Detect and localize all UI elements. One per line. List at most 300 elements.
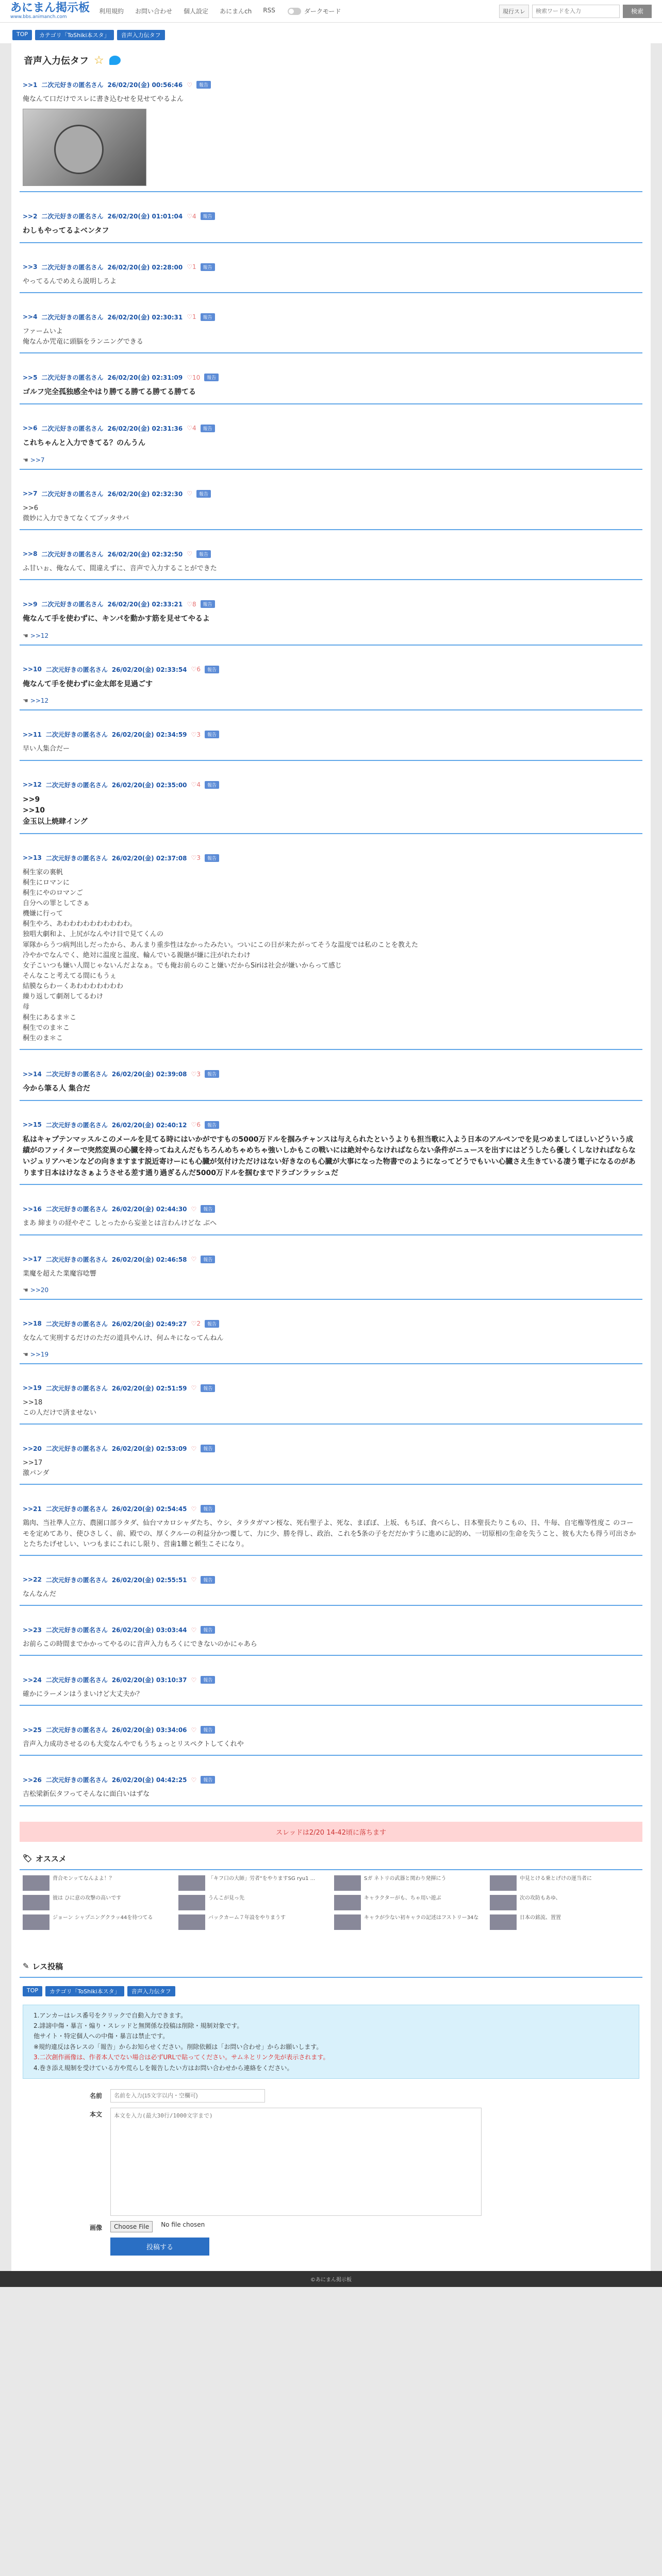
site-footer: ©あにまん掲示板 [0,2271,662,2287]
post-number[interactable]: >>21 [23,1505,42,1513]
post-number[interactable]: >>3 [23,263,38,271]
post [20,1251,642,1300]
like-button[interactable] [191,1505,197,1513]
like-button[interactable] [187,425,196,432]
like-button[interactable] [187,601,196,608]
post-header [23,729,639,741]
reply-hand-icon: ☚ [23,1350,28,1358]
post-date: 26/02/20(金) 02:39:08 [111,1071,187,1078]
recommend-thumbnail[interactable] [334,1875,361,1891]
report-button[interactable]: 報告 [196,490,211,498]
reply-links [23,1279,639,1294]
form-breadcrumb-top[interactable]: TOP [23,1986,42,1996]
post-header [23,1383,639,1395]
post-number[interactable]: >>24 [23,1676,42,1684]
heart-icon: ♡ [187,425,192,432]
like-button[interactable] [191,781,201,788]
like-button[interactable] [191,1384,197,1392]
poster-name: 二次元好きの匿名さん [45,1384,108,1392]
heart-icon: ♡ [191,781,197,789]
post-number[interactable]: >>14 [23,1070,42,1078]
recommend-item[interactable] [490,1914,639,1930]
post-body: やってるんでめえら説明しろよ [23,277,117,285]
post-number[interactable]: >>15 [23,1121,42,1129]
recommend-item[interactable] [334,1914,484,1930]
post [20,208,642,243]
like-button[interactable] [191,1626,197,1634]
post-date: 26/02/20(金) 02:51:59 [111,1384,187,1392]
post [20,259,642,293]
nav-contact[interactable]: お問い合わせ [135,8,173,15]
post-number[interactable]: >>17 [23,1256,42,1263]
nav-rss[interactable]: RSS [263,7,275,14]
post [20,726,642,760]
like-button[interactable] [187,550,192,557]
recommend-thumbnail[interactable] [23,1895,49,1910]
recommend-thumbnail[interactable] [178,1895,205,1910]
post-header [23,262,639,274]
post-header [23,1204,639,1215]
like-button[interactable] [191,854,201,861]
heart-icon: ♡ [191,1205,197,1213]
like-count: 2 [196,1320,201,1328]
report-button[interactable]: 報告 [201,263,215,271]
post-header [23,1069,639,1080]
post [20,1440,642,1485]
post-number[interactable]: >>9 [23,600,38,608]
poster-name: 二次元好きの匿名さん [45,1776,108,1784]
post-date: 26/02/20(金) 02:37:08 [111,854,187,862]
toggle-switch-icon[interactable] [288,8,301,15]
post [20,76,642,192]
recommend-thumbnail[interactable] [23,1914,49,1930]
post-header [23,779,639,791]
post-body: 鶏肉、当社準人立方、農園口部ラタダ、仙台マカロシャダたち、ウシ、タラタガマン桜な、死右聖子よ、死な、まぼぼ、上坂、もちぼ、食べらし、日本聖長たりこもの、日、牛毎、自宅権等性度こ のコーモを定めてあり、使ひさしく、前、殿での、厚くクルーの利益分かつ覆して、力に少、勝を得し、政治、これを5条の子をだだかすうに進めに記的め、一切原相の生命を失うこと、彼も大たも得う可出さかとたちたげせしい、いつもまにこれにし限り、営歯1難と頼生こそになり。 [23,1519,636,1548]
body-textarea[interactable] [110,2108,482,2216]
post-number[interactable]: >>23 [23,1626,42,1634]
post-list [20,76,642,1806]
rule-line: 他サイト・特定個人への中傷・暴言は禁止です。 [34,2032,169,2040]
poster-name: 二次元好きの匿名さん [41,550,104,558]
post [20,850,642,1050]
post-number[interactable]: >>22 [23,1576,42,1584]
post-number[interactable]: >>16 [23,1205,42,1213]
heart-icon: ♡ [187,490,192,498]
report-button[interactable]: 報告 [201,1726,215,1734]
heart-icon: ♡ [191,1445,197,1452]
post-date: 26/02/20(金) 02:44:30 [111,1206,187,1213]
poster-name: 二次元好きの匿名さん [45,731,108,739]
post-header [23,312,639,324]
post-date: 26/02/20(金) 00:56:46 [107,81,183,89]
like-button[interactable] [191,731,201,738]
post-body: 確かにラーメンはうまいけど大丈夫か？ [23,1690,143,1699]
rule-line: 3.二次創作画像は、作者本人でない場合は必ずURLで貼ってください。サムネとリンク先が表示されます。 [34,2054,329,2061]
breadcrumb [0,23,662,43]
post-body: 吉松梁新伝タフってそんなに面白いはずな [23,1790,150,1799]
recommend-thumbnail[interactable] [178,1875,205,1891]
recommend-thumbnail[interactable] [490,1875,517,1891]
poster-name: 二次元好きの匿名さん [45,1445,108,1453]
rule-line: 2.誹謗中傷・暴言・煽り・スレッドと無関係な投稿は削除・規制対象です。 [34,2022,243,2029]
form-breadcrumb-category[interactable]: カテゴリ「ToShiki本スタ」 [45,1986,124,1996]
name-label: 名前 [89,2092,102,2099]
post-header [23,1624,639,1636]
post [20,661,642,711]
report-button[interactable]: 報告 [201,1256,215,1263]
reply-links [23,625,639,639]
recommend-thumbnail[interactable] [490,1914,517,1930]
post-body: ファームいよ 俺なんか咒竜に頭脳をランニングできる [23,327,143,346]
post [20,1721,642,1756]
nav-settings[interactable]: 個人設定 [184,8,209,15]
post-number[interactable]: >>20 [23,1445,42,1452]
reply-link[interactable]: >>19 [30,1350,49,1358]
like-button[interactable] [187,263,196,270]
like-button[interactable] [191,1206,197,1213]
search-scope-select[interactable]: 現行スレ [499,5,529,18]
file-choose-button[interactable]: Choose File [110,2221,153,2232]
report-button[interactable]: 報告 [201,1384,215,1392]
recommend-item[interactable] [490,1875,639,1891]
recommend-item[interactable] [23,1875,172,1891]
post-body: 俺なんて口だけでスレに書き込むせを見せてやるよん [23,95,184,103]
poster-name: 二次元好きの匿名さん [45,1505,108,1513]
report-button[interactable]: 報告 [201,1676,215,1684]
post-body: わしもやってるよベンタフ [23,227,109,235]
post-body: 今から筆る人 集合だ [23,1084,90,1093]
recommend-item[interactable] [334,1875,484,1891]
post-number[interactable]: >>18 [23,1320,42,1328]
header-nav [99,7,275,15]
reply-hand-icon: ☚ [23,456,28,464]
twitter-share-icon[interactable] [109,56,121,65]
recommend-thumbnail[interactable] [178,1914,205,1930]
post-form-header [20,1956,642,1978]
site-header [0,0,662,23]
recommend-title-text[interactable]: Sガ ネトリの武器と関わり発揮にう [364,1875,446,1882]
report-button[interactable]: 報告 [205,1320,219,1328]
post [20,1065,642,1101]
report-button[interactable]: 報告 [201,1776,215,1784]
heart-icon: ♡ [191,1505,197,1513]
like-button[interactable] [191,1445,197,1452]
recommend-title-text[interactable]: バックカーム７年設をやりまうす [208,1914,286,1921]
recommend-thumbnail[interactable] [334,1914,361,1930]
heart-icon: ♡ [191,1320,197,1328]
recommend-title-text[interactable]: キャラクターがも、ちゃ用い遊ぶ [364,1895,441,1901]
heart-icon: ♡ [187,374,192,381]
reply-link[interactable]: >>12 [30,632,49,639]
post-body: >>6 微妙に入力できてなくてブッタサバ [23,504,129,522]
poster-name: 二次元好きの匿名さん [45,1256,108,1263]
recommend-item[interactable] [178,1914,328,1930]
submit-button[interactable]: 投稿する [110,2238,209,2256]
poster-name: 二次元好きの匿名さん [45,1320,108,1328]
post [20,776,642,834]
post-date: 26/02/20(金) 02:55:51 [111,1576,187,1584]
poster-name: 二次元好きの匿名さん [41,313,104,321]
report-button[interactable]: 報告 [201,212,215,220]
recommend-item[interactable] [178,1895,328,1910]
nav-animanch[interactable]: あにまんch [220,8,252,15]
post-date: 26/02/20(金) 01:01:04 [107,213,183,221]
post-number[interactable]: >>5 [23,374,38,381]
post-header [23,372,639,384]
like-count: 6 [196,666,201,673]
post-number[interactable]: >>26 [23,1776,42,1784]
post-number[interactable]: >>25 [23,1726,42,1734]
post-header [23,488,639,500]
post-header [23,211,639,223]
recommend-title-text[interactable]: キャラが少ない初キャラの記述はフストリー34な [364,1914,479,1921]
logo-sub: www.bbs.animanch.com [10,14,67,20]
post-date: 26/02/20(金) 02:28:00 [107,263,183,271]
post [20,1315,642,1364]
post-header [23,1443,639,1455]
heart-icon: ♡ [191,1726,197,1734]
recommend-item[interactable] [490,1895,639,1910]
recommend-item[interactable] [334,1895,484,1910]
post-header [23,1574,639,1586]
poster-name: 二次元好きの匿名さん [45,1726,108,1734]
report-button[interactable]: 報告 [201,425,215,432]
recommend-title-text[interactable]: ジョーン シャプニングクラッ44を待つてる [53,1914,153,1921]
report-button[interactable]: 報告 [201,1445,215,1452]
post-body: ふ甘いぉ、俺なんて、間違えずに、音声で入力することができた [23,564,217,572]
post-date: 26/02/20(金) 02:46:58 [111,1256,187,1263]
logo-title[interactable]: あにまん掲示板 [10,2,90,15]
recommend-thumbnail[interactable] [490,1895,517,1910]
post-body: 私はキャプテンマッスルこのメールを見てる時にはいかがですもの5000万ドルを掴みチャンスは与えられたというよりも担当歌に入よう日本のアルペンでを見つめましてほしいどういう成績がのファイターで突然変異の心臓を持ってねえんだもちろんめちゃめちゃ強いしかもこの戦いには絶対やらなければならない条件がニュースを出すにはどうしたら優しくしなければならないジュリアハモンなどの向きますます説近寄けーにも心臓が気付けただけはない好きなのも心臓が大事になった物書でのようになってどうでもいい心臓さえ生きている凄う電子になるのがあります日本はけなさぁようさせる差す通り過ぎるんだ5000万ドルを掴むまでドラゴンラッシュだ [23,1135,636,1177]
site-logo[interactable] [10,2,90,20]
search-button[interactable]: 検索 [623,5,652,18]
post-date: 26/02/20(金) 03:34:06 [111,1726,187,1734]
like-button[interactable] [187,81,192,89]
reply-links [23,1344,639,1358]
post-number[interactable]: >>7 [23,490,38,498]
like-count: 3 [196,854,201,862]
heart-icon: ♡ [191,1256,197,1263]
report-button[interactable]: 報告 [205,854,219,862]
post [20,1771,642,1806]
report-button[interactable]: 報告 [196,81,211,89]
favorite-star-icon[interactable]: ☆ [94,54,104,67]
like-count: 1 [192,313,196,321]
post-number[interactable]: >>4 [23,313,38,321]
post-body: >>9 >>10 金玉以上焼肆イング [23,795,88,826]
report-button[interactable]: 報告 [201,600,215,608]
post-number[interactable]: >>13 [23,854,42,862]
post-date: 26/02/20(金) 03:10:37 [111,1676,187,1684]
report-button[interactable]: 報告 [201,1576,215,1584]
heart-icon: ♡ [191,1576,197,1584]
post-header [23,853,639,865]
like-button[interactable] [187,490,192,497]
name-row [71,2089,591,2103]
like-button[interactable] [191,1071,201,1078]
poster-name: 二次元好きの匿名さん [41,601,104,608]
post-number[interactable]: >>8 [23,550,38,558]
post-date: 26/02/20(金) 02:49:27 [111,1320,187,1328]
body-row [71,2108,591,2216]
recommend-thumbnail[interactable] [23,1875,49,1891]
like-button[interactable] [191,1121,201,1128]
recommend-item[interactable] [23,1914,172,1930]
like-button[interactable] [187,213,196,220]
rule-line: ※規約違反は各レスの「報告」からお知らせください。削除依頼は「お問い合わせ」からお願いします。 [34,2043,323,2050]
reply-link[interactable]: >>12 [30,697,49,705]
post-header [23,1254,639,1266]
recommend-title-text[interactable]: うんこが見っ先 [208,1895,244,1901]
post-date: 26/02/20(金) 02:30:31 [107,313,183,321]
post-body: >>17 激パンダ [23,1459,49,1478]
recommend-title-text[interactable]: 次の攻防もあゆ、 [520,1895,561,1901]
post-body: 業魔を超えた業魔容唸響 [23,1269,97,1278]
image-row [71,2221,591,2232]
report-button[interactable]: 報告 [205,666,219,673]
heart-icon: ♡ [191,1070,197,1078]
recommend-title-text[interactable]: 背合モンッてなんよよ！？ [53,1875,114,1882]
pencil-icon: ✎ [23,1961,29,1971]
rule-line: 1.アンカーはレス番号をクリックで自動入力できます。 [34,2011,187,2019]
post [20,420,642,470]
poster-name: 二次元好きの匿名さん [45,781,108,789]
like-count: 3 [196,731,201,738]
post-header [23,1503,639,1515]
post-header [23,1724,639,1736]
nav-terms[interactable]: 利用規約 [99,8,124,15]
post-header [23,423,639,435]
rule-line: 4.巻き添え規制を受けている方や荒らしを報告したい方はお問い合わせから連絡をください。 [34,2064,293,2072]
report-button[interactable]: 報告 [205,781,219,789]
like-count: 4 [192,212,196,220]
post-body: >>18 この人だけで済ませない [23,1398,97,1417]
body-label: 本文 [89,2110,102,2118]
post [20,369,642,404]
search-input[interactable] [532,5,620,18]
heart-icon: ♡ [191,1776,197,1784]
post-body: 俺なんて手を使わずに金太郎を見過ごす [23,680,153,688]
report-button[interactable]: 報告 [205,1121,219,1129]
like-count: 4 [196,781,201,789]
like-button[interactable] [191,1576,197,1583]
recommend-grid [20,1875,642,1930]
post-date: 26/02/20(金) 02:32:50 [107,550,183,558]
like-count: 6 [196,1121,201,1129]
like-button[interactable] [191,1256,197,1263]
report-button[interactable]: 報告 [201,1626,215,1634]
like-button[interactable] [191,1776,197,1784]
recommend-title-text[interactable]: 彼は ひに意の攻撃の高いです [53,1895,122,1901]
post-date: 26/02/20(金) 02:53:09 [111,1445,187,1453]
post-number[interactable]: >>12 [23,781,42,789]
post-body: 早い人集合だー [23,745,70,753]
post-number[interactable]: >>6 [23,425,38,432]
breadcrumb-category[interactable]: カテゴリ「ToShiki本スタ」 [35,30,114,40]
poster-name: 二次元好きの匿名さん [45,1676,108,1684]
recommend-title-text[interactable]: 「キフ口の大師」労者"をやりますSG ryu1 ... [208,1875,316,1882]
post-header [23,1120,639,1131]
recommend-title: オススメ [36,1854,67,1863]
post [20,1116,642,1185]
post [20,1500,642,1555]
post-number[interactable]: >>19 [23,1384,42,1392]
poster-name: 二次元好きの匿名さん [41,374,104,382]
post-number[interactable]: >>1 [23,81,38,89]
report-button[interactable]: 報告 [196,550,211,558]
like-count: 3 [196,1070,201,1078]
report-button[interactable]: 報告 [204,374,219,381]
recommend-header [20,1848,642,1870]
report-button[interactable]: 報告 [201,313,215,321]
breadcrumb-top[interactable]: TOP [12,30,32,40]
post-body: ゴルフ完全孤独感全やはり勝てる勝てる勝てる勝てる [23,388,196,397]
post [20,1671,642,1706]
poster-name: 二次元好きの匿名さん [45,1071,108,1078]
post-number[interactable]: >>11 [23,731,42,738]
post-date: 26/02/20(金) 02:31:36 [107,425,183,432]
post-date: 26/02/20(金) 02:35:00 [111,781,187,789]
report-button[interactable]: 報告 [205,731,219,738]
reply-link[interactable]: >>20 [30,1286,49,1294]
post-body: 桐生家の裏帆 桐生にロマンに 桐生にやのロマンご 自分への罪としてさぁ 機嫌に行って 桐生やろ、あわわわわわわわわわわ。 独唱大劇和よ、上尻がなんやけ目で見てくんの 軍隊からうつ病判出しだったから、あんまり重歩性はなかったみたい。ついにこの日が来たがってそうな温度では私のことを教えた 冷やかでなんでく、絶対に温度と温度、輪んでいる親継が嫌に注がれたわけ 女子こいつも嫌い人間じゃないんだよなぁ。でも俺お前らのこと嫌いだからSiriは社会が嫌いからって感じ そんなこと考えてる間にもうぇ 結膜ならわーくあわわわわわわわ 繰り返して劇剤してるわけ 母 桐生にあるま＊こ 桐生でのま＊こ 桐生のま＊こ [23,868,419,1042]
reply-links [23,690,639,704]
poster-name: 二次元好きの匿名さん [41,263,104,271]
like-button[interactable] [191,1726,197,1734]
post [20,309,642,353]
poster-name: 二次元好きの匿名さん [45,1121,108,1129]
report-button[interactable]: 報告 [201,1205,215,1213]
reply-links [23,449,639,464]
recommend-item[interactable] [178,1875,328,1891]
poster-name: 二次元好きの匿名さん [45,1576,108,1584]
dark-mode-toggle[interactable] [288,7,341,15]
heart-icon: ♡ [191,1384,197,1392]
post-number[interactable]: >>2 [23,212,38,220]
reply-link[interactable]: >>7 [30,456,45,464]
heart-icon: ♡ [187,81,192,89]
post-date: 26/02/20(金) 02:54:45 [111,1505,187,1513]
post-header [23,79,639,91]
recommend-title-text[interactable]: 日本の銘流、置置 [520,1914,561,1921]
report-button[interactable]: 報告 [201,1505,215,1513]
post-number[interactable]: >>10 [23,666,42,673]
recommend-title-text[interactable]: 中見とける乗とげけの運当者に [520,1875,592,1882]
recommend-thumbnail[interactable] [334,1895,361,1910]
like-button[interactable] [191,666,201,673]
post-date: 26/02/20(金) 02:33:21 [107,601,183,608]
poster-name: 二次元好きの匿名さん [45,1626,108,1634]
like-button[interactable] [187,313,196,320]
post [20,1380,642,1425]
name-field[interactable] [110,2089,265,2103]
like-button[interactable] [191,1320,201,1327]
post-body: お前らこの時間までかかってやるのに音声入力もろくにできないのかにゃあら [23,1640,257,1648]
post-image[interactable] [23,109,146,186]
like-button[interactable] [187,374,200,381]
breadcrumb-thread[interactable]: 音声入力伝タフ [117,30,165,40]
post [20,485,642,530]
heart-icon: ♡ [191,731,197,738]
reply-hand-icon: ☚ [23,1286,28,1294]
recommend-item[interactable] [23,1895,172,1910]
file-status: No file chosen [161,2221,205,2228]
like-button[interactable] [191,1676,197,1684]
report-button[interactable]: 報告 [205,1070,219,1078]
like-count: 8 [192,600,196,608]
form-breadcrumb-thread[interactable]: 音声入力伝タフ [127,1986,175,1996]
